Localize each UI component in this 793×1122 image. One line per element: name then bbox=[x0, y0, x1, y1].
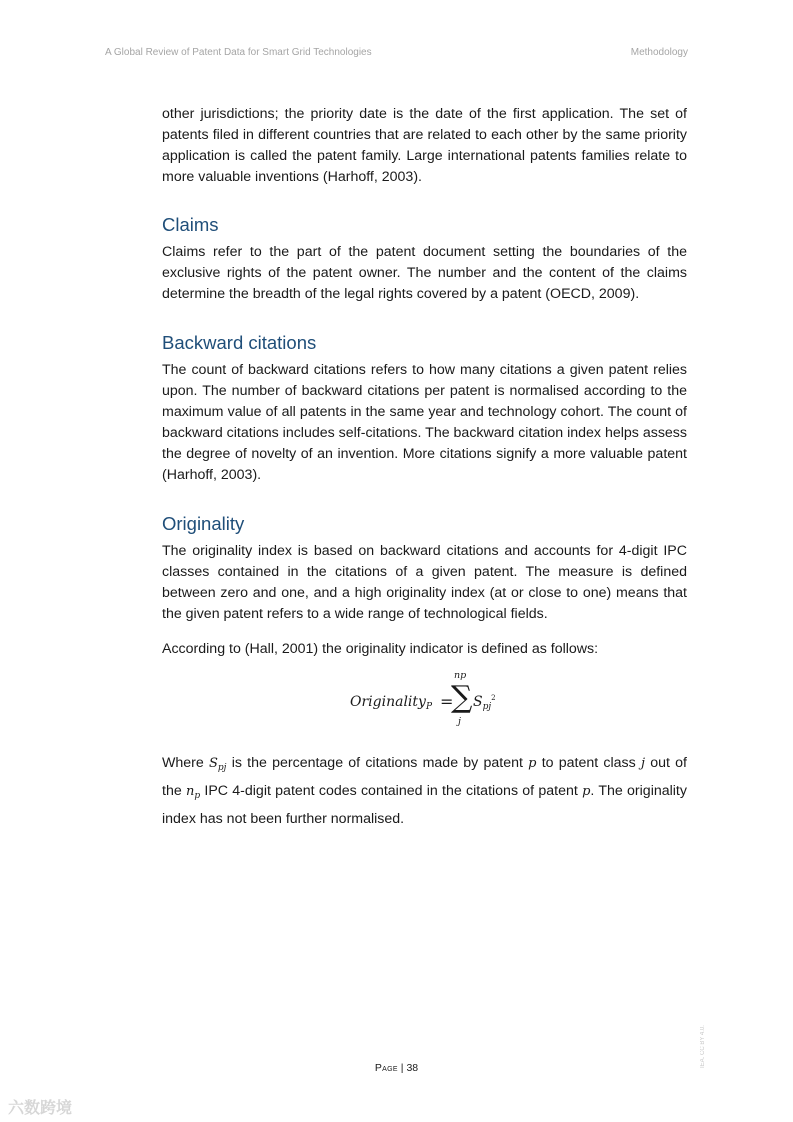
intro-paragraph: other jurisdictions; the priority date is the date of the first application. The set of patents filed in different countries that are related to each other by the same priority application is called the patent family. Large international patents families relate to more valuable inventions (Harhoff, 2003). bbox=[162, 106, 687, 185]
watermark-logo: 六数跨境 bbox=[8, 1100, 73, 1117]
originality-paragraph: The originality index is based on backward citations and accounts for 4-digit IPC classes contained in the citations of a given patent. The measure is defined between zero and one, and a high originality index (at or close to one) means that the given patent refers to a wide range of technological fields. bbox=[162, 543, 687, 622]
sum-upper-limit: np bbox=[454, 670, 467, 681]
page-content bbox=[162, 104, 687, 831]
formula-equals: = bbox=[440, 692, 454, 711]
running-header bbox=[105, 47, 688, 63]
license-note: IEA. CC BY 4.0. bbox=[700, 1025, 706, 1068]
backward-citations-paragraph: The count of backward citations refers to how many citations a given patent relies upon. The number of backward citations per patent is normalised according to the maximum value of all patents in the same year and technology cohort. The count of backward citations includes self-citations. The backward citation index helps assess the degree of novelty of an invention. More citations signify a more valuable patent (Harhoff, 2003). bbox=[162, 362, 687, 483]
claims-paragraph: Claims refer to the part of the patent document setting the boundaries of the exclusive rights of the patent owner. The number and the content of the claims determine the breadth of the legal rights covered by a patent (OECD, 2009). bbox=[162, 244, 687, 302]
formula-intro: According to (Hall, 2001) the originality indicator is defined as follows: bbox=[162, 641, 599, 657]
backward-citations-heading: Backward citations bbox=[162, 332, 317, 353]
formula-lhs: Originality$_P$ bbox=[350, 694, 433, 712]
page-number: Page | 38 bbox=[374, 1062, 419, 1074]
originality-heading: Originality bbox=[162, 513, 245, 534]
claims-heading: Claims bbox=[162, 214, 219, 235]
formula-term: $S_{pj}^2$ bbox=[473, 694, 496, 712]
header-section-title: Methodology bbox=[630, 47, 688, 58]
where-paragraph: Where $S_{pj}$ is the percentage of citations made by patent p to patent class j out of the $n_p$ IPC 4-digit patent codes contained in the citations of patent p. The originality index has not been further normalised. bbox=[162, 755, 687, 827]
header-document-title: A Global Review of Patent Data for Smart Grid Technologies bbox=[105, 47, 372, 58]
originality-formula bbox=[162, 670, 687, 734]
sum-lower-limit: j bbox=[458, 716, 461, 727]
sum-symbol: ∑ bbox=[451, 680, 473, 715]
